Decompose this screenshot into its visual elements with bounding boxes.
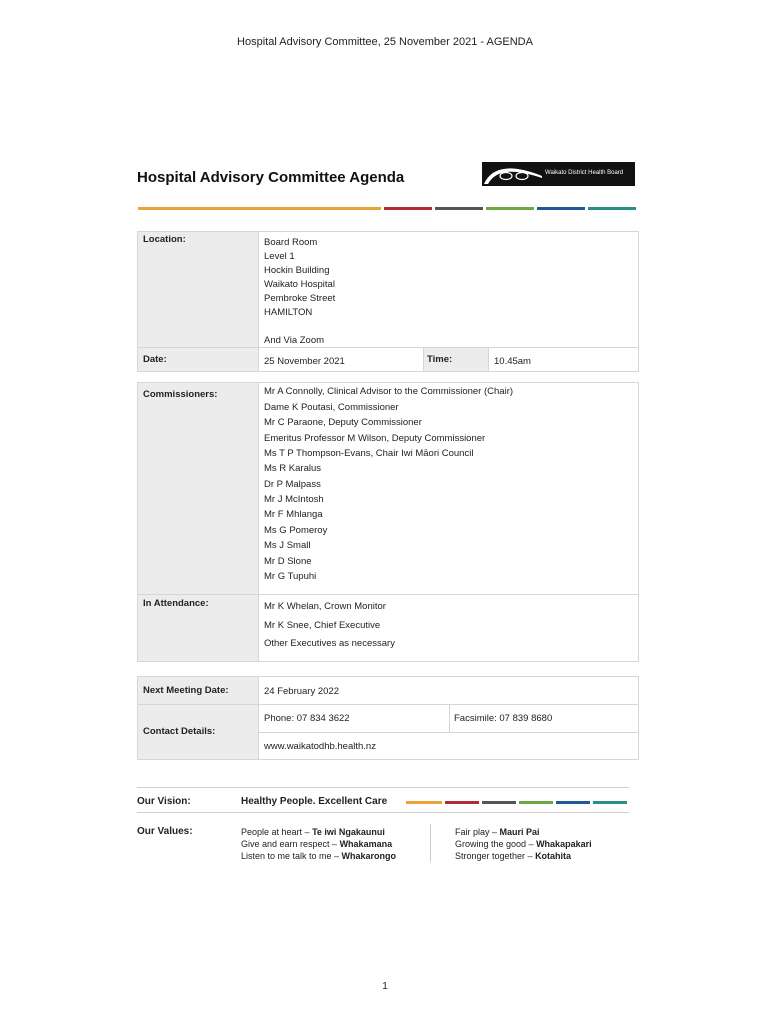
value-item: People at heart – Te iwi Ngakaunui xyxy=(241,827,385,837)
commissioner-item: Ms G Pomeroy xyxy=(264,525,328,536)
commissioners-label: Commissioners: xyxy=(143,389,218,400)
value-item: Growing the good – Whakapakari xyxy=(455,839,592,849)
website-link: www.waikatodhb.health.nz xyxy=(264,741,376,752)
attendance-item: Other Executives as necessary xyxy=(264,638,395,649)
logo-text: Waikato District Health Board xyxy=(545,170,624,176)
commissioner-item: Ms J Small xyxy=(264,540,311,551)
in-attendance-label: In Attendance: xyxy=(143,598,209,609)
vision-rule-top xyxy=(137,787,629,788)
location-line: Board Room xyxy=(264,237,318,248)
location-line: Pembroke Street xyxy=(264,293,336,304)
next-meeting-value: 24 February 2022 xyxy=(264,686,339,697)
vision-text: Healthy People. Excellent Care xyxy=(241,796,388,807)
value-item: Give and earn respect – Whakamana xyxy=(241,839,393,849)
commissioner-item: Mr G Tupuhi xyxy=(264,571,317,582)
fax-number: Facsimile: 07 839 8680 xyxy=(454,713,553,724)
date-value: 25 November 2021 xyxy=(264,356,345,367)
values-label: Our Values: xyxy=(137,826,193,837)
running-header: Hospital Advisory Committee, 25 November 2021 - AGENDA xyxy=(237,36,533,48)
logo-mark-icon xyxy=(482,162,544,186)
commissioner-item: Ms T P Thompson-Evans, Chair Iwi Māori Council xyxy=(264,448,474,459)
commissioner-item: Dame K Poutasi, Commissioner xyxy=(264,402,399,413)
value-item: Fair play – Mauri Pai xyxy=(455,827,540,837)
value-item: Listen to me talk to me – Whakarongo xyxy=(241,851,397,861)
time-label: Time: xyxy=(427,354,453,365)
page-title: Hospital Advisory Committee Agenda xyxy=(137,169,405,186)
location-line: HAMILTON xyxy=(264,307,313,318)
vision-rule-bottom xyxy=(137,812,629,813)
attendance-item: Mr K Snee, Chief Executive xyxy=(264,620,381,631)
commissioner-item: Ms R Karalus xyxy=(264,463,322,474)
value-item: Stronger together – Kotahita xyxy=(455,851,572,861)
contact-details-label: Contact Details: xyxy=(143,726,216,737)
location-line: Waikato Hospital xyxy=(264,279,335,290)
page-number: 1 xyxy=(382,981,388,992)
commissioner-item: Dr P Malpass xyxy=(264,479,321,490)
commissioner-item: Mr C Paraone, Deputy Commissioner xyxy=(264,417,422,428)
commissioner-item: Mr D Slone xyxy=(264,556,312,567)
location-label: Location: xyxy=(143,234,186,245)
location-line: Level 1 xyxy=(264,251,295,262)
phone-number: Phone: 07 834 3622 xyxy=(264,713,350,724)
commissioner-item: Emeritus Professor M Wilson, Deputy Commissioner xyxy=(264,433,486,444)
time-value: 10.45am xyxy=(494,356,531,367)
logo xyxy=(482,162,635,186)
meeting-details-table xyxy=(137,231,639,372)
location-line: And Via Zoom xyxy=(264,335,325,346)
values-divider xyxy=(430,824,431,862)
commissioner-item: Mr F Mhlanga xyxy=(264,509,323,520)
date-label: Date: xyxy=(143,354,167,365)
vision-label: Our Vision: xyxy=(137,796,191,807)
commissioner-item: Mr A Connolly, Clinical Advisor to the Commissioner (Chair) xyxy=(264,386,514,397)
location-line: Hockin Building xyxy=(264,265,330,276)
next-meeting-label: Next Meeting Date: xyxy=(143,685,229,696)
commissioner-item: Mr J McIntosh xyxy=(264,494,324,505)
attendance-item: Mr K Whelan, Crown Monitor xyxy=(264,601,386,612)
